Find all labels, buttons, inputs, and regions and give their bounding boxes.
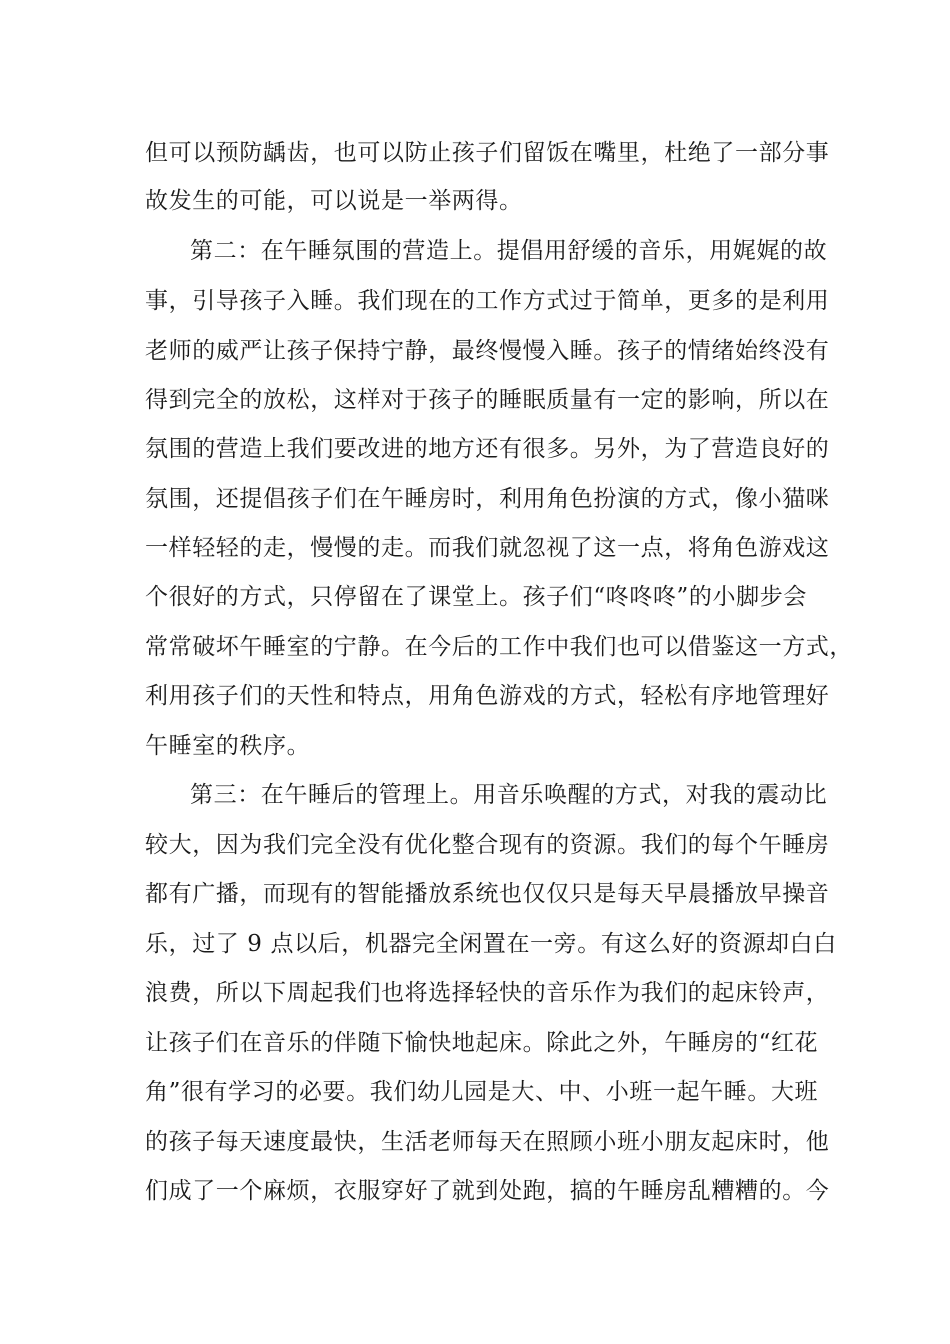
text-line: 得到完全的放松，这样对于孩子的睡眠质量有一定的影响，所以在 <box>145 387 830 413</box>
text-line: 乐，过了 9 点以后，机器完全闲置在一旁。有这么好的资源却白白 <box>145 931 837 957</box>
text-line: 们成了一个麻烦，衣服穿好了就到处跑，搞的午睡房乱糟糟的。今 <box>145 1178 830 1204</box>
text-line: 一样轻轻的走，慢慢的走。而我们就忽视了这一点，将角色游戏这 <box>145 535 830 561</box>
text-line: 老师的威严让孩子保持宁静，最终慢慢入睡。孩子的情绪始终没有 <box>145 338 830 364</box>
text-line: 氛围，还提倡孩子们在午睡房时，利用角色扮演的方式，像小猫咪 <box>145 486 830 512</box>
text-line: 都有广播，而现有的智能播放系统也仅仅只是每天早晨播放早操音 <box>145 881 830 907</box>
text-line: 常常破坏午睡室的宁静。在今后的工作中我们也可以借鉴这一方式， <box>145 634 853 660</box>
text-line: 事，引导孩子入睡。我们现在的工作方式过于简单，更多的是利用 <box>145 288 830 314</box>
text-line: 浪费，所以下周起我们也将选择轻快的音乐作为我们的起床铃声， <box>145 980 830 1006</box>
text-line: 故发生的可能，可以说是一举两得。 <box>145 188 523 214</box>
text-line: 利用孩子们的天性和特点，用角色游戏的方式，轻松有序地管理好 <box>145 683 830 709</box>
text-line: 较大，因为我们完全没有优化整合现有的资源。我们的每个午睡房 <box>145 832 830 858</box>
text-line: 的孩子每天速度最快，生活老师每天在照顾小班小朋友起床时，他 <box>145 1129 830 1155</box>
text-line: 个很好的方式，只停留在了课堂上。孩子们“咚咚咚”的小脚步会 <box>145 584 807 610</box>
text-line: 让孩子们在音乐的伴随下愉快地起床。除此之外，午睡房的“红花 <box>145 1030 819 1056</box>
text-line: 氛围的营造上我们要改进的地方还有很多。另外，为了营造良好的 <box>145 436 830 462</box>
text-line: 午睡室的秩序。 <box>145 733 311 759</box>
text-line: 但可以预防龋齿，也可以防止孩子们留饭在嘴里，杜绝了一部分事 <box>145 140 830 166</box>
paragraph-start-line: 第二：在午睡氛围的营造上。提倡用舒缓的音乐，用娓娓的故 <box>190 238 828 264</box>
text-line: 角”很有学习的必要。我们幼儿园是大、中、小班一起午睡。大班 <box>145 1079 819 1105</box>
paragraph-start-line: 第三：在午睡后的管理上。用音乐唤醒的方式，对我的震动比 <box>190 782 828 808</box>
